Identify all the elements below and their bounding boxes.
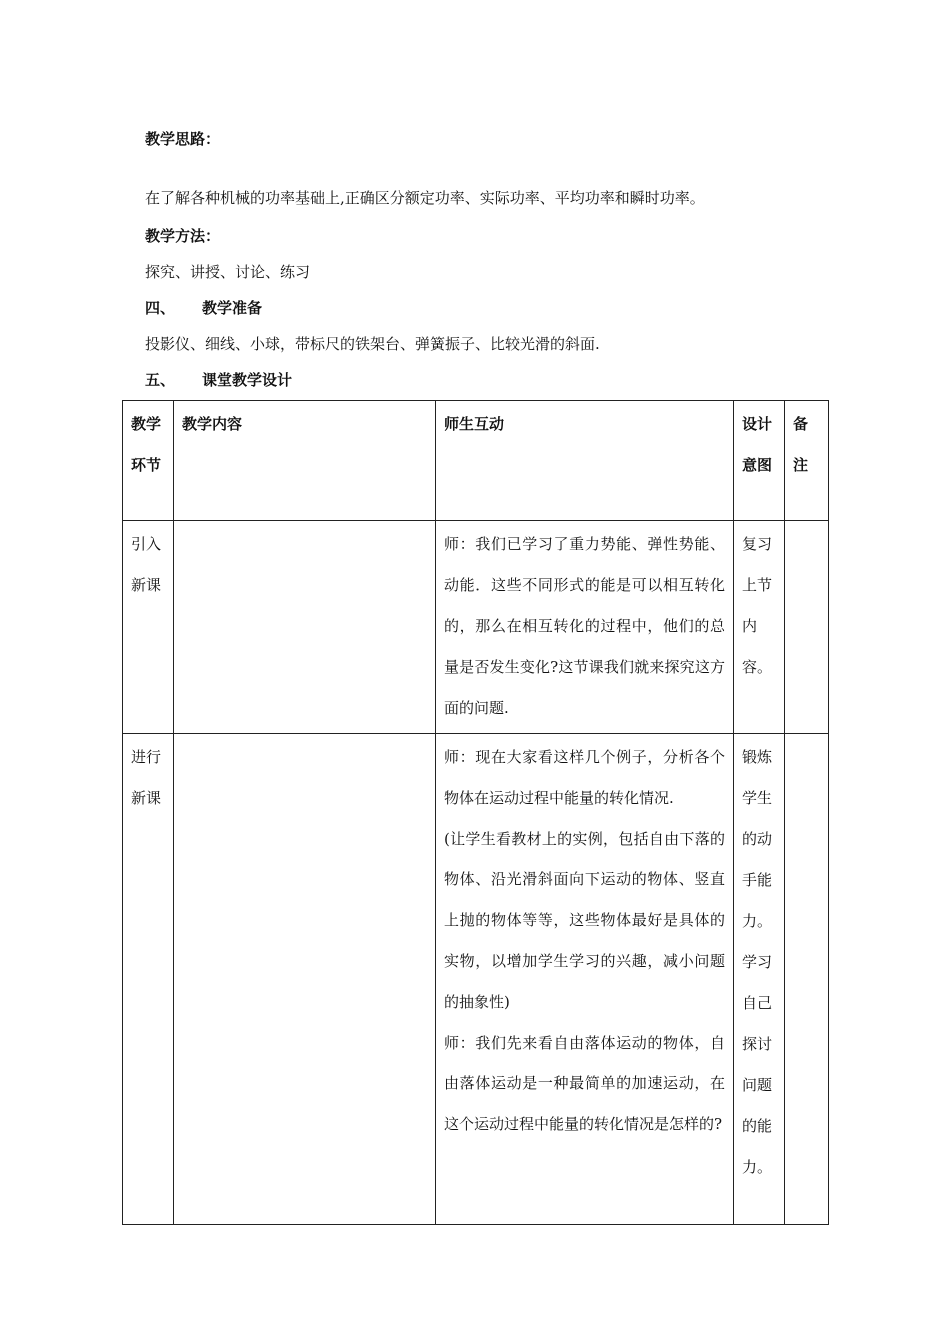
row2-interaction-part3: 师：我们先来看自由落体运动的物体，自由落体运动是一种最简单的加速运动，在这个运动过程中能量的转化情况是怎样的?: [444, 1033, 725, 1134]
section4-title: 教学准备: [202, 299, 263, 317]
table-row: [123, 734, 829, 1225]
row2-interaction: [436, 734, 734, 1225]
row1-note: [785, 521, 829, 734]
teaching-method-text: 探究、讲授、讨论、练习: [145, 263, 311, 281]
header-stage: 教学环节: [123, 401, 174, 521]
teaching-idea-heading: 教学思路：: [145, 130, 221, 148]
header-content: 教学内容: [174, 401, 436, 521]
row2-intent: 锻炼学生的动手能力。学习自己探讨问题的能力。: [734, 734, 785, 1225]
section5-number: 五、: [145, 371, 176, 389]
section4-number: 四、: [145, 299, 176, 317]
row1-interaction: 师：我们已学习了重力势能、弹性势能、动能．这些不同形式的能是可以相互转化的，那么在相互转化的过程中，他们的总量是否发生变化?这节课我们就来探究这方面的问题.: [436, 521, 734, 734]
header-interaction: 师生互动: [436, 401, 734, 521]
row1-stage: 引入新课: [123, 521, 174, 734]
teaching-method-heading: 教学方法：: [145, 227, 221, 245]
table-row: [123, 521, 829, 734]
row2-stage: 进行新课: [123, 734, 174, 1225]
row1-content: [174, 521, 436, 734]
lesson-design-table: [122, 400, 829, 1225]
row2-content: [174, 734, 436, 1225]
header-intent: 设计意图: [734, 401, 785, 521]
header-note: 备注: [785, 401, 829, 521]
row2-note: [785, 734, 829, 1225]
row2-interaction-part1: 师：现在大家看这样几个例子，分析各个物体在运动过程中能量的转化情况.: [444, 748, 725, 807]
teaching-idea-text: 在了解各种机械的功率基础上,正确区分额定功率、实际功率、平均功率和瞬时功率。: [145, 189, 705, 207]
row2-interaction-part2: (让学生看教材上的实例，包括自由下落的物体、沿光滑斜面向下运动的物体、竖直上抛的物体等等，这些物体最好是具体的实物，以增加学生学习的兴趣，减小问题的抽象性): [444, 829, 725, 1011]
table-header-row: [123, 401, 829, 521]
section5-title: 课堂教学设计: [202, 371, 293, 389]
row1-intent: 复习上节内容。: [734, 521, 785, 734]
section4-text: 投影仪、细线、小球，带标尺的铁架台、弹簧振子、比较光滑的斜面.: [145, 335, 600, 353]
